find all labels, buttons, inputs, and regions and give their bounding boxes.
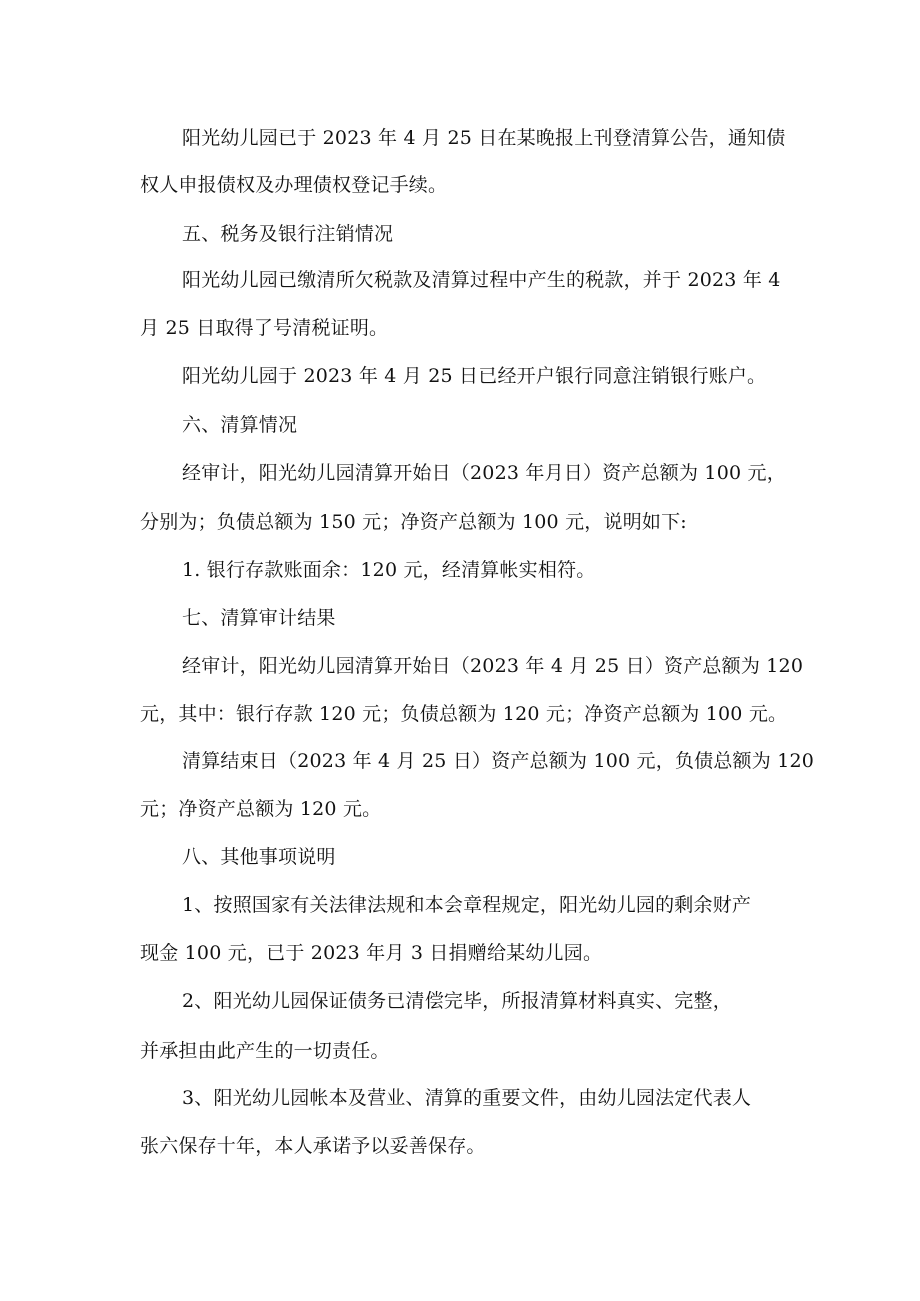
paragraph-line: 现金 100 元，已于 2023 年月 3 日捐赠给某幼儿园。: [140, 942, 603, 964]
section-heading: 五、税务及银行注销情况: [182, 223, 394, 245]
paragraph-line: 月 25 日取得了号清税证明。: [140, 317, 389, 339]
paragraph-line: 2、阳光幼儿园保证债务已清偿完毕，所报清算材料真实、完整，: [182, 990, 732, 1012]
paragraph-line: 分别为；负债总额为 150 元；净资产总额为 100 元，说明如下:: [140, 511, 687, 533]
paragraph-line: 元；净资产总额为 120 元。: [140, 798, 382, 820]
paragraph-line: 阳光幼儿园已于 2023 年 4 月 25 日在某晚报上刊登清算公告，通知债: [182, 127, 786, 149]
paragraph-line: 阳光幼儿园已缴清所欠税款及清算过程中产生的税款，并于 2023 年 4: [182, 269, 781, 291]
section-heading: 八、其他事项说明: [182, 846, 336, 868]
section-heading: 六、清算情况: [182, 414, 298, 436]
paragraph-line: 阳光幼儿园于 2023 年 4 月 25 日已经开户银行同意注销银行账户。: [182, 365, 767, 387]
paragraph-line: 元，其中：银行存款 120 元；负债总额为 120 元；净资产总额为 100 元。: [140, 703, 788, 725]
paragraph-line: 并承担由此产生的一切责任。: [140, 1040, 390, 1062]
section-heading: 七、清算审计结果: [182, 607, 336, 629]
paragraph-line: 经审计，阳光幼儿园清算开始日（2023 年月日）资产总额为 100 元，: [182, 462, 786, 484]
paragraph-line: 清算结束日（2023 年 4 月 25 日）资产总额为 100 元，负债总额为 120: [182, 750, 815, 772]
paragraph-line: 经审计，阳光幼儿园清算开始日（2023 年 4 月 25 日）资产总额为 120: [182, 655, 804, 677]
paragraph-line: 1、按照国家有关法律法规和本会章程规定，阳光幼儿园的剩余财产: [182, 894, 752, 916]
paragraph-line: 1. 银行存款账面余：120 元，经清算帐实相符。: [182, 559, 596, 581]
paragraph-line: 权人申报债权及办理债权登记手续。: [140, 174, 448, 196]
paragraph-line: 张六保存十年，本人承诺予以妥善保存。: [140, 1135, 486, 1157]
paragraph-line: 3、阳光幼儿园帐本及营业、清算的重要文件，由幼儿园法定代表人: [182, 1087, 752, 1109]
